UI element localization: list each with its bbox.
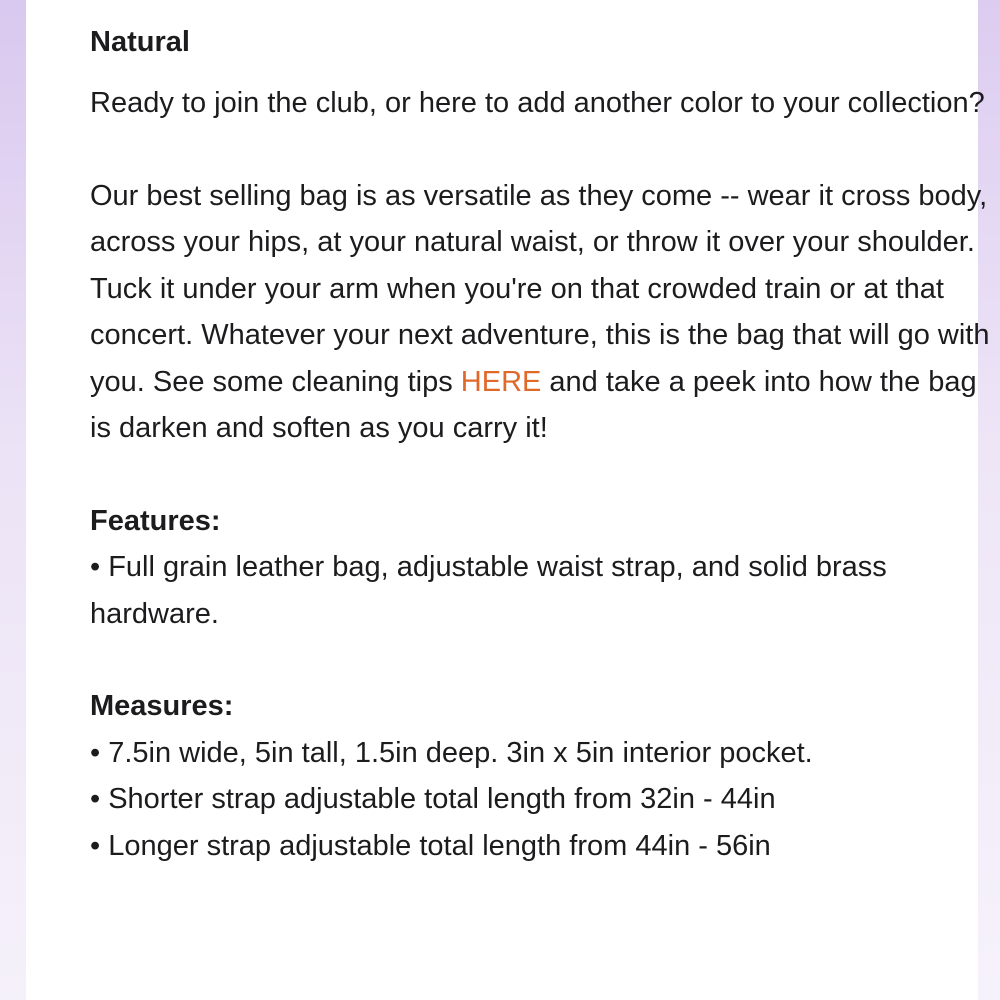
description-text-after-link: and take a peek into how the bag is darken and soften as you carry it!: [90, 365, 977, 444]
measure-item: • Longer strap adjustable total length from 44in - 56in: [90, 829, 771, 862]
measures-heading: Measures:: [90, 690, 234, 722]
features-heading: Features:: [90, 504, 221, 537]
cleaning-tips-link[interactable]: HERE: [460, 365, 542, 398]
measure-item: • Shorter strap adjustable total length from 32in - 44in: [90, 783, 776, 815]
intro-paragraph: Ready to join the club, or here to add another color to your collection?: [90, 87, 985, 119]
background-left-gradient: [0, 0, 26, 1000]
product-title: Natural: [90, 26, 190, 58]
measure-item: • 7.5in wide, 5in tall, 1.5in deep. 3in x 5in interior pocket.: [90, 736, 813, 769]
product-description-content: [90, 20, 990, 869]
product-description-card: [26, 0, 990, 1000]
description-text-before-link: Our best selling bag is as versatile as they come -- wear it cross body, across your hips, at your natural waist, or throw it over your shoulder. Tuck it under your arm when you're on that crowded train or at that concert. Whatever your next adventure, this is the bag that will go with you. See some cleaning tips: [90, 179, 990, 398]
description-paragraph: [90, 173, 990, 452]
feature-item: • Full grain leather bag, adjustable waist strap, and solid brass hardware.: [90, 551, 887, 630]
